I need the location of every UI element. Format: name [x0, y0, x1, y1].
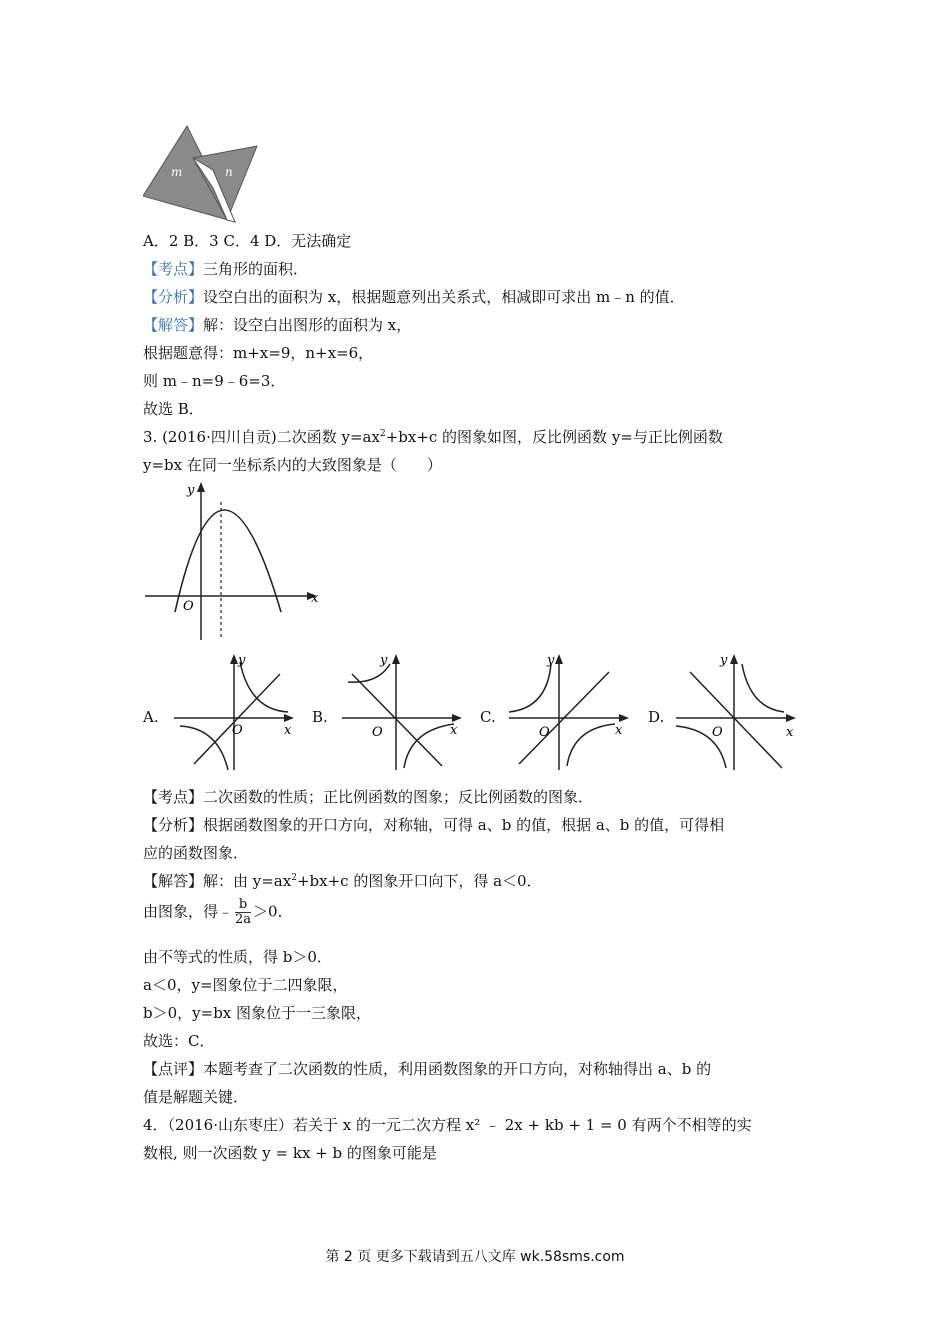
parabola-figure: [143, 480, 321, 642]
option-c-origin-label: O: [539, 725, 550, 740]
label-m: m: [171, 165, 183, 179]
q3-line-l4: 故选：C．: [143, 1032, 215, 1050]
q3-jieda: 【解答】解：由 $y=ax^2+bx+c$ 的图象开口向下，得 a＜0．: [143, 872, 542, 890]
q4-line2: 数根, 则一次函数 y = kx + b 的图象可能是: [143, 1144, 437, 1162]
page-footer: 第 2 页 更多下载请到五八文库 wk.58sms.com: [325, 1249, 625, 1265]
option-c-label: C.: [480, 708, 496, 726]
option-d-y-label: y: [720, 653, 728, 668]
q3-line-l2: a＜0，y=图象位于二四象限，: [143, 976, 348, 994]
option-c-y-label: y: [547, 653, 555, 668]
q2-line2: 则 m﹣n=9﹣6=3．: [143, 372, 286, 390]
q3-fenxi-line2: 应的函数图象．: [143, 844, 249, 862]
option-b-y-label: y: [380, 653, 388, 668]
option-a-graph: [170, 652, 296, 772]
parabola-x-label: x: [311, 591, 319, 606]
option-a-y-label: y: [238, 653, 246, 668]
option-c-x-label: x: [615, 723, 623, 738]
q3-kaodian: 【考点】二次函数的性质；正比例函数的图象；反比例函数的图象．: [143, 788, 594, 806]
q3-fenxi-line1: 【分析】根据函数图象的开口方向，对称轴，可得 a、b 的值，根据 a、b 的值，可得相: [143, 816, 725, 834]
option-a-origin-label: O: [232, 723, 243, 738]
q2-options: A．2 B．3 C．4 D．无法确定: [143, 232, 352, 250]
q2-jieda: 【解答】解：设空白出图形的面积为 x，: [143, 316, 412, 334]
q3-title-line2: y=bx 在同一坐标系内的大致图象是（ ）: [143, 456, 442, 474]
option-b-graph: [338, 652, 464, 772]
option-b-origin-label: O: [372, 725, 383, 740]
parabola-origin-label: O: [183, 599, 194, 614]
q4-line1: 4．（2016·山东枣庄）若关于 x 的一元二次方程 x² ﹣ 2x + kb + 1 = 0 有两个不相等的实: [143, 1116, 752, 1134]
q2-kaodian: 【考点】三角形的面积．: [143, 260, 309, 278]
label-n: n: [225, 165, 233, 179]
option-d-label: D.: [648, 708, 665, 726]
q3-dianping-line2: 值是解题关键．: [143, 1088, 249, 1106]
option-d-origin-label: O: [712, 725, 723, 740]
option-b-x-label: x: [450, 723, 458, 738]
q2-line3: 故选 B．: [143, 400, 204, 418]
q3-dianping-line1: 【点评】本题考查了二次函数的性质，利用函数图象的开口方向，对称轴得出 a、b 的: [143, 1060, 712, 1078]
q3-fraction-line: 由图象，得﹣ $\frac{b}{2a}$ ＞0．: [143, 897, 293, 927]
option-a-label: A.: [143, 708, 159, 726]
option-b-label: B.: [312, 708, 328, 726]
q3-line-l1: 由不等式的性质，得 b＞0．: [143, 948, 332, 966]
q2-fenxi: 【分析】设空白出的面积为 x，根据题意列出关系式，相减即可求出 m﹣n 的值．: [143, 288, 685, 306]
option-d-x-label: x: [786, 725, 794, 740]
q3-line-l3: b＞0，y=bx 图象位于一三象限，: [143, 1004, 372, 1022]
q2-line1: 根据题意得：m+x=9，n+x=6，: [143, 344, 374, 362]
option-a-x-label: x: [284, 723, 292, 738]
option-d-graph: [672, 652, 798, 772]
triangles-figure: [143, 124, 261, 224]
fraction: $\frac{b}{2a}$: [235, 897, 252, 927]
parabola-y-label: y: [187, 483, 195, 498]
option-c-graph: [505, 652, 631, 772]
q3-title: 3. (2016·四川自贡)二次函数 $y=ax^2+bx+c$ 的图象如图，反比例函数 y=与正比例函数: [143, 428, 723, 446]
